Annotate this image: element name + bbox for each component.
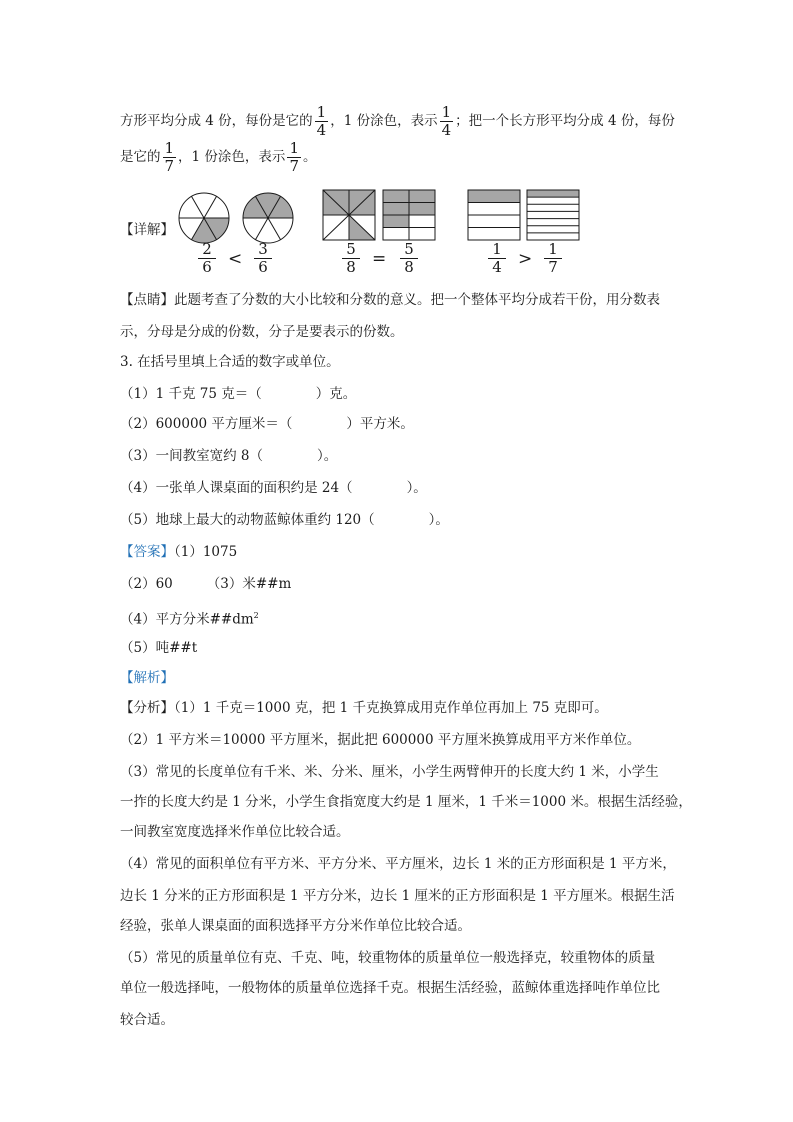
question-item-5: [120, 510, 449, 530]
question-text: （3）一间教室宽约 8（: [120, 448, 263, 464]
question-text: ）。: [428, 512, 449, 528]
intro-line-2: [120, 140, 316, 175]
question-text: ）。: [406, 480, 427, 496]
question-text: ）克。: [315, 386, 357, 402]
answer-text: （4）平方分米##dm: [120, 611, 254, 628]
fraction-denominator: 4: [441, 121, 452, 139]
analysis-line: 一间教室宽度选择米作单位比较合适。: [120, 824, 350, 840]
intro-text: ，1 份涂色，表示: [330, 113, 438, 129]
answer-line-4: （5）吨##t: [120, 640, 198, 656]
analysis-line: 边长 1 分米的正方形面积是 1 平方分米，边长 1 厘米的正方形面积是 1 平方厘米。根据生活: [120, 888, 675, 904]
intro-line-1: [120, 104, 675, 139]
answer-label: 【答案】: [120, 544, 174, 560]
fraction-denominator: 8: [342, 258, 360, 276]
answer-text: （2）60: [120, 576, 173, 592]
square-diagram-five-eighths-b: [382, 189, 436, 241]
question-item-3: [120, 446, 337, 466]
fraction: [488, 241, 506, 276]
comparison-operator: =: [372, 249, 387, 269]
fraction-numerator: 1: [441, 103, 452, 121]
fraction: [163, 140, 177, 175]
fraction-numerator: 1: [164, 139, 175, 157]
intro-text: 方形平均分成 4 份，每份是它的: [120, 113, 313, 129]
question-title: 3. 在括号里填上合适的数字或单位。: [120, 354, 340, 370]
rect-diagram-one-seventh: [526, 189, 580, 241]
circle-diagram-three-sixths: [240, 190, 296, 246]
detail-label: 【详解】: [120, 222, 174, 238]
intro-text: 。: [302, 149, 317, 165]
analysis-line: 较合适。: [120, 1012, 174, 1028]
comment-line-2: 示，分母是分成的份数，分子是要表示的份数。: [120, 324, 404, 340]
fraction-denominator: 7: [289, 157, 299, 175]
answer-line-2: [120, 574, 291, 594]
fraction: [254, 241, 272, 276]
fraction-numerator: 1: [289, 139, 299, 157]
question-text: （1）1 千克 75 克＝（: [120, 386, 262, 402]
question-item-2: [120, 414, 414, 434]
answer-line-3: [120, 606, 259, 630]
answer-text: （3）米##m: [206, 576, 292, 592]
question-item-4: [120, 478, 427, 498]
analysis-line: 经验，张单人课桌面的面积选择平方分米作单位比较合适。: [120, 918, 471, 934]
answer-line-1: [120, 542, 237, 562]
fraction-denominator: 7: [544, 258, 562, 276]
fraction: [440, 104, 454, 139]
analysis-line: 一拃的长度大约是 1 分米，小学生食指宽度大约是 1 厘米，1 千米＝1000 米。根据生活经验，: [120, 794, 692, 810]
question-item-1: [120, 384, 356, 404]
fraction-denominator: 6: [198, 258, 216, 276]
intro-text: ；把一个长方形平均分成 4 份，每份: [455, 113, 675, 129]
question-text: ）平方米。: [346, 416, 414, 432]
fraction-numerator: 1: [492, 240, 502, 258]
square-diagram-five-eighths-a: [322, 189, 376, 241]
fraction: [198, 241, 216, 276]
fraction-numerator: 3: [258, 240, 268, 258]
fraction-numerator: 5: [404, 240, 414, 258]
comment-line-1: 【点睛】此题考查了分数的大小比较和分数的意义。把一个整体平均分成若干份，用分数表: [120, 292, 660, 308]
fraction-numerator: 1: [316, 103, 327, 121]
question-text: （4）一张单人课桌面的面积约是 24（: [120, 480, 353, 496]
fraction-numerator: 1: [548, 240, 558, 258]
fraction: [400, 241, 418, 276]
comparison-operator: <: [228, 249, 243, 269]
question-text: ）。: [316, 448, 338, 464]
analysis-line: 【分析】（1）1 千克＝1000 克，把 1 千克换算成用克作单位再加上 75 克即可。: [120, 700, 608, 716]
answer-text: （1）1075: [174, 544, 238, 560]
rect-diagram-one-fourth: [467, 189, 521, 241]
analysis-label: 【解析】: [120, 670, 174, 686]
analysis-line: （5）常见的质量单位有克、千克、吨，较重物体的质量单位一般选择克，较重物体的质量: [120, 950, 656, 966]
analysis-line: （4）常见的面积单位有平方米、平方分米、平方厘米，边长 1 米的正方形面积是 1 平方米，: [120, 856, 676, 872]
analysis-line: （3）常见的长度单位有千米、米、分米、厘米，小学生两臂伸开的长度大约 1 米，小学生: [120, 764, 659, 780]
analysis-line: 单位一般选择吨，一般物体的质量单位选择千克。根据生活经验，蓝鲸体重选择吨作单位比: [120, 980, 660, 996]
circle-diagram-two-sixths: [176, 190, 232, 246]
fraction: [544, 241, 562, 276]
fraction-numerator: 5: [346, 240, 356, 258]
fraction-numerator: 2: [202, 240, 212, 258]
fraction-denominator: 6: [254, 258, 272, 276]
superscript: 2: [253, 611, 259, 620]
question-text: （5）地球上最大的动物蓝鲸体重约 120（: [120, 512, 375, 528]
intro-text: 是它的: [120, 149, 161, 165]
fraction-denominator: 4: [316, 121, 327, 139]
fraction-denominator: 7: [164, 157, 175, 175]
intro-text: ，1 份涂色，表示: [178, 149, 286, 165]
analysis-line: （2）1 平方米＝10000 平方厘米，据此把 600000 平方厘米换算成用平方米作单位。: [120, 732, 641, 748]
fraction: [315, 104, 329, 139]
question-text: （2）600000 平方厘米＝（: [120, 416, 293, 432]
comparison-operator: >: [518, 249, 533, 269]
fraction-denominator: 8: [400, 258, 418, 276]
fraction-denominator: 4: [488, 258, 506, 276]
fraction: [342, 241, 360, 276]
fraction: [287, 140, 301, 175]
